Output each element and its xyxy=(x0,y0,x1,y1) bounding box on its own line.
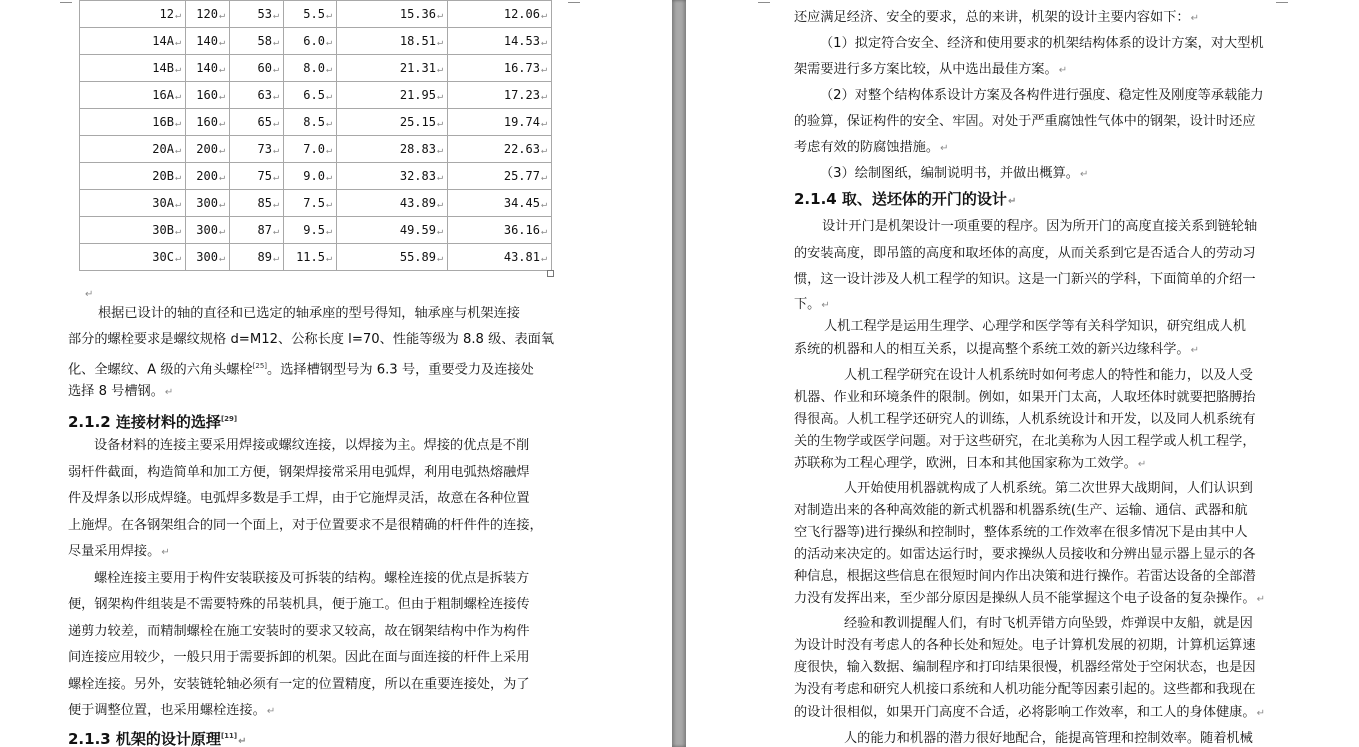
para3-line: 便，钢架构件组装是不需要特殊的吊装机具，便于施工。但由于粗制螺栓连接传 xyxy=(68,597,530,612)
para-c-line: 得很高。人机工程学还研究人的训练，人机系统设计和开发，以及同人机系统有 xyxy=(794,412,1256,427)
para2-line: 弱杆件截面，构造简单和加工方便，钢架焊接常采用电弧焊，利用电弧热熔融焊 xyxy=(68,465,530,480)
para-c-line: 人机工程学研究在设计人机系统时如何考虑人的特性和能力，以及人受 xyxy=(844,368,1253,383)
item3-line: （3）绘制图纸，编制说明书，并做出概算。↵ xyxy=(820,166,1089,181)
para-e-line: 的设计很相似，如果开门高度不合适，必将影响工作效率，和工人的身体健康。↵ xyxy=(794,705,1265,720)
table-cell: 21.31↵ xyxy=(337,55,448,82)
table-cell: 11.5↵ xyxy=(284,244,337,271)
para-d-line: 对制造出来的各种高效能的新式机器和机器系统(生产、运输、通信、武器和航 xyxy=(794,503,1248,518)
table-cell: 300↵ xyxy=(186,190,230,217)
table-cell: 25.15↵ xyxy=(337,109,448,136)
table-cell: 22.63↵ xyxy=(448,136,552,163)
table-row xyxy=(80,1,552,28)
para-b-line: 系统的机器和人的相互关系，以提高整个系统工效的新兴边缘科学。↵ xyxy=(794,342,1200,357)
item1-line: 架需要进行多方案比较，从中选出最佳方案。↵ xyxy=(794,62,1068,77)
para-c-line: 关的生物学或医学问题。对于这些研究，在北美称为人因工程学或人机工程学， xyxy=(794,434,1256,449)
para2-line: 上施焊。在各钢架组合的同一个面上，对于位置要求不是很精确的杆件件的连接， xyxy=(68,518,543,533)
para-a-line: 下。↵ xyxy=(794,297,830,312)
para1-line: 部分的螺栓要求是螺纹规格 d=M12、公称长度 l=70、性能等级为 8.8 级、表面氧 xyxy=(68,332,555,347)
table-row xyxy=(80,82,552,109)
table-cell: 30B↵ xyxy=(80,217,186,244)
para-a-line: 设计开门是机架设计一项重要的程序。因为所开门的高度直接关系到链轮轴 xyxy=(822,219,1258,234)
table-cell: 15.36↵ xyxy=(337,1,448,28)
spec-table xyxy=(79,0,552,271)
table-cell: 14.53↵ xyxy=(448,28,552,55)
table-cell: 14A↵ xyxy=(80,28,186,55)
para3-line: 间连接应用较少，一般只用于需要拆卸的机架。因此在面与面连接的杆件上采用 xyxy=(68,650,530,665)
table-cell: 120↵ xyxy=(186,1,230,28)
table-cell: 160↵ xyxy=(186,109,230,136)
para-d-line: 的活动来决定的。如雷达运行时，要求操纵人员接收和分辨出显示器上显示的各 xyxy=(794,547,1256,562)
table-cell: 28.83↵ xyxy=(337,136,448,163)
table-cell: 85↵ xyxy=(230,190,284,217)
table-cell: 6.5↵ xyxy=(284,82,337,109)
table-cell: 53↵ xyxy=(230,1,284,28)
table-cell: 36.16↵ xyxy=(448,217,552,244)
table-cell: 19.74↵ xyxy=(448,109,552,136)
para-d-line: 人开始使用机器就构成了人机系统。第二次世界大战期间，人们认识到 xyxy=(844,481,1253,496)
para2-line: 设备材料的连接主要采用焊接或螺纹连接，以焊接为主。焊接的优点是不削 xyxy=(94,438,530,453)
para1-line: 选择 8 号槽钢。↵ xyxy=(68,384,174,399)
table-row xyxy=(80,109,552,136)
crop-mark xyxy=(1276,2,1288,3)
table-cell: 9.5↵ xyxy=(284,217,337,244)
table-cell: 43.81↵ xyxy=(448,244,552,271)
table-cell: 17.23↵ xyxy=(448,82,552,109)
table-cell: 16.73↵ xyxy=(448,55,552,82)
section-heading: 2.1.4 取、送坯体的开门的设计↵ xyxy=(794,190,1017,208)
para-a-line: 惯，这一设计涉及人机工程学的知识。这是一门新兴的学科，下面简单的介绍一 xyxy=(794,272,1256,287)
table-cell: 73↵ xyxy=(230,136,284,163)
table-cell: 8.0↵ xyxy=(284,55,337,82)
crop-mark xyxy=(758,2,770,3)
item2-line: 考虑有效的防腐蚀措施。↵ xyxy=(794,140,949,155)
right-page xyxy=(686,0,1359,747)
table-cell: 58↵ xyxy=(230,28,284,55)
para-e-line: 为设计时没有考虑人的各种长处和短处。电子计算机发展的初期，计算机运算速 xyxy=(794,638,1256,653)
para1-line: 根据已设计的轴的直径和已选定的轴承座的型号得知，轴承座与机架连接 xyxy=(98,306,520,321)
table-cell: 5.5↵ xyxy=(284,1,337,28)
para-a-line: 的安装高度，即吊篮的高度和取坯体的高度，从而关系到它是否适合人的劳动习 xyxy=(794,246,1256,261)
table-cell: 18.51↵ xyxy=(337,28,448,55)
table-cell: 32.83↵ xyxy=(337,163,448,190)
table-row xyxy=(80,217,552,244)
citation-ref[interactable]: [25] xyxy=(252,362,268,370)
para-d-line: 力没有发挥出来，至少部分原因是操纵人员不能掌握这个电子设备的复杂操作。↵ xyxy=(794,591,1265,606)
table-cell: 14B↵ xyxy=(80,55,186,82)
para-c-line: 苏联称为工程心理学，欧洲，日本和其他国家称为工效学。↵ xyxy=(794,456,1147,471)
table-row xyxy=(80,136,552,163)
para2-line: 尽量采用焊接。↵ xyxy=(68,544,170,559)
table-cell: 7.0↵ xyxy=(284,136,337,163)
table-cell: 12↵ xyxy=(80,1,186,28)
para-d-line: 空飞行器等)进行操纵和控制时，整体系统的工作效率在很多情况下是由其中人 xyxy=(794,525,1248,540)
table-cell: 55.89↵ xyxy=(337,244,448,271)
left-page xyxy=(0,0,672,747)
para-e-line: 经验和教训提醒人们，有时飞机弄错方向坠毁，炸弹误中友船，就是因 xyxy=(844,616,1253,631)
table-cell: 12.06↵ xyxy=(448,1,552,28)
table-cell: 300↵ xyxy=(186,244,230,271)
table-cell: 20B↵ xyxy=(80,163,186,190)
table-cell: 160↵ xyxy=(186,82,230,109)
item2-line: （2）对整个结构体系设计方案及各构件进行强度、稳定性及刚度等承载能力 xyxy=(820,88,1264,103)
table-row xyxy=(80,28,552,55)
para3-line: 递剪力较差，而精制螺栓在施工安装时的要求又较高，故在钢架结构中作为构件 xyxy=(68,624,530,639)
table-cell: 16A↵ xyxy=(80,82,186,109)
table-cell: 6.0↵ xyxy=(284,28,337,55)
para-c-line: 机器、作业和环境条件的限制。例如，如果开门太高，人取坯体时就要把胳膊抬 xyxy=(794,390,1256,405)
para-d-line: 种信息，根据这些信息在很短时间内作出决策和进行操作。若雷达设备的全部潜 xyxy=(794,569,1256,584)
table-resize-handle[interactable] xyxy=(547,270,554,277)
table-cell: 43.89↵ xyxy=(337,190,448,217)
page-gap xyxy=(672,0,686,747)
table-cell: 21.95↵ xyxy=(337,82,448,109)
para-e-line: 度很快，输入数据、编制程序和打印结果很慢，机器经常处于空闲状态，也是因 xyxy=(794,660,1256,675)
table-cell: 140↵ xyxy=(186,28,230,55)
table-cell: 9.0↵ xyxy=(284,163,337,190)
table-cell: 65↵ xyxy=(230,109,284,136)
table-cell: 63↵ xyxy=(230,82,284,109)
para-e-line: 为没有考虑和研究人机接口系统和人机功能分配等因素引起的。这些都和我现在 xyxy=(794,682,1256,697)
citation-ref[interactable]: [11] xyxy=(220,732,238,740)
table-row xyxy=(80,190,552,217)
table-cell: 60↵ xyxy=(230,55,284,82)
crop-mark xyxy=(568,2,580,3)
para3-line: 便于调整位置，也采用螺栓连接。↵ xyxy=(68,703,276,718)
table-cell: 300↵ xyxy=(186,217,230,244)
table-cell: 200↵ xyxy=(186,136,230,163)
section-heading: 2.1.2 连接材料的选择[29] xyxy=(68,413,238,431)
table-cell: 16B↵ xyxy=(80,109,186,136)
table-cell: 20A↵ xyxy=(80,136,186,163)
table-cell: 75↵ xyxy=(230,163,284,190)
table-cell: 7.5↵ xyxy=(284,190,337,217)
para0-line: 还应满足经济、安全的要求，总的来讲，机架的设计主要内容如下：↵ xyxy=(794,10,1200,25)
table-end-mark: ↵ xyxy=(85,289,94,300)
table-cell: 140↵ xyxy=(186,55,230,82)
para3-line: 螺栓连接主要用于构件安装联接及可拆装的结构。螺栓连接的优点是拆装方 xyxy=(94,571,530,586)
table-cell: 87↵ xyxy=(230,217,284,244)
para3-line: 螺栓连接。另外，安装链轮轴必须有一定的位置精度，所以在重要连接处，为了 xyxy=(68,677,530,692)
table-row xyxy=(80,163,552,190)
table-cell: 30A↵ xyxy=(80,190,186,217)
table-cell: 8.5↵ xyxy=(284,109,337,136)
table-cell: 200↵ xyxy=(186,163,230,190)
para1-line: 化、全螺纹、A 级的六角头螺栓[25]。选择槽钢型号为 6.3 号，重要受力及连接处 xyxy=(68,362,534,378)
table-cell: 34.45↵ xyxy=(448,190,552,217)
para2-line: 件及焊条以形成焊缝。电弧焊多数是手工焊，由于它施焊灵活，故意在各种位置 xyxy=(68,491,530,506)
citation-ref[interactable]: [29] xyxy=(220,415,238,423)
table-row xyxy=(80,244,552,271)
table-row xyxy=(80,55,552,82)
item1-line: （1）拟定符合安全、经济和使用要求的机架结构体系的设计方案，对大型机 xyxy=(820,36,1264,51)
table-cell: 89↵ xyxy=(230,244,284,271)
table-cell: 30C↵ xyxy=(80,244,186,271)
para-f-line: 人的能力和机器的潜力很好地配合，能提高管理和控制效率。随着机械 xyxy=(844,731,1253,746)
crop-mark xyxy=(60,2,72,3)
item2-line: 的验算，保证构件的安全、牢固。对处于严重腐蚀性气体中的钢架，设计时还应 xyxy=(794,114,1256,129)
para-b-line: 人机工程学是运用生理学、心理学和医学等有关科学知识，研究组成人机 xyxy=(824,319,1246,334)
section-heading: 2.1.3 机架的设计原理[11]↵ xyxy=(68,730,247,747)
table-cell: 49.59↵ xyxy=(337,217,448,244)
table-cell: 25.77↵ xyxy=(448,163,552,190)
